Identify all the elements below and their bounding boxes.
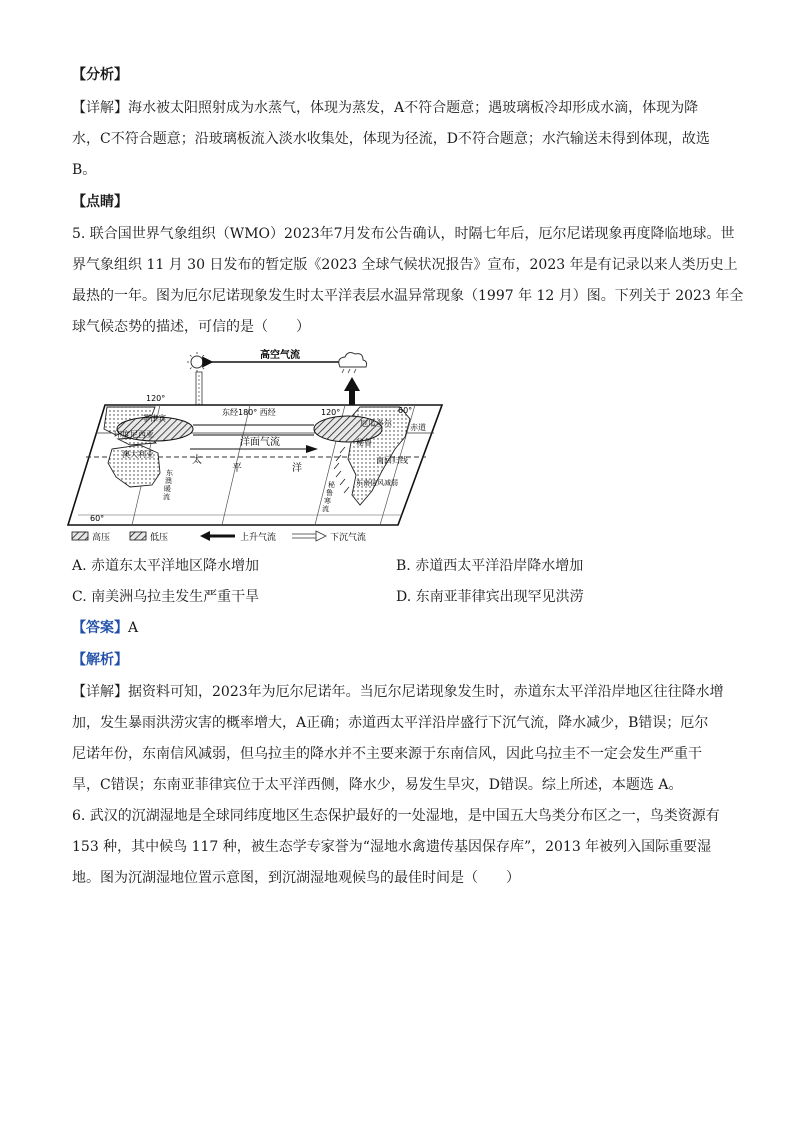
lon-120-left-label: 120° [146, 394, 166, 403]
q5-detail-line: 加，发生暴雨洪涝灾害的概率增大，A正确；赤道西太平洋沿岸盛行下沉气流，降水减少，B错误；厄尔 [72, 715, 709, 731]
answer-value: A [128, 620, 139, 636]
upper-air-label: 高空气流 [260, 350, 300, 361]
pacific-char: 平 [232, 463, 242, 474]
indonesia-label: 印度尼西亚 [114, 430, 154, 439]
q5-stem-line: 5. 联合国世界气象组织（WMO）2023年7月发布公告确认，时隔七年后，厄尔尼诺现象再度降临地球。世 [72, 226, 735, 242]
q5-detail-line: 旱，C错误；东南亚菲律宾位于太平洋西侧，降水少，易发生旱灾，D错误。综上所述，本题选 A。 [72, 777, 683, 793]
q6-stem-line: 6. 武汉的沉湖湿地是全球同纬度地区生态保护最好的一处湿地，是中国五大鸟类分布区之一，鸟类资源有 [72, 808, 720, 824]
west-current-char: 流 [163, 493, 170, 501]
analysis-heading: 【分析】 [72, 67, 128, 83]
meridian-label: 东经180° 西经 [222, 408, 276, 417]
q5-stem-line: 最热的一年。图为厄尔尼诺现象发生时太平洋表层水温异常现象（1997 年 12 月）图。下列关于 2023 年全 [72, 288, 744, 304]
q5-stem-line: 球气候态势的描述，可信的是（ ） [72, 319, 310, 335]
option-b[interactable]: B. 赤道西太平洋沿岸降水增加 [396, 558, 584, 574]
west-current-char: 暖 [164, 485, 171, 493]
se-trade-label: 东南信风减弱 [356, 479, 398, 487]
peru-label: 秘鲁 [356, 438, 372, 447]
sun-icon [191, 356, 203, 368]
pacific-char: 太 [192, 455, 202, 466]
ecuador-label: 厄瓜多尔 [360, 419, 392, 428]
philippines-label: 菲律宾 [142, 414, 166, 423]
q5-stem-line: 界气象组织 11 月 30 日发布的暂定版《2023 全球气候状况报告》宣布，2023 年是有记录以来人类历史上 [72, 257, 738, 273]
current-char: 鲁 [326, 489, 333, 497]
australia-label: 澳大利亚 [122, 450, 154, 459]
lon-120-right-label: 120° [321, 408, 341, 417]
legend-high: 高压 [92, 533, 111, 543]
rain-cloud-icon [339, 353, 367, 373]
prev-detail-line: 水，C不符合题意；沿玻璃板流入淡水收集处，体现为径流，D不符合题意；水汽输送未得到体现，故选 [72, 131, 710, 147]
option-c[interactable]: C. 南美洲乌拉圭发生严重干旱 [72, 589, 260, 605]
lon-60-label: 60° [398, 406, 413, 415]
prev-detail-line: B。 [72, 162, 97, 178]
q6-stem-line: 地。图为沉湖湿地位置示意图，到沉湖湿地观候鸟的最佳时间是（ ） [72, 870, 520, 886]
option-a[interactable]: A. 赤道东太平洋地区降水增加 [72, 558, 260, 574]
lat-60-label: 60° [90, 514, 105, 523]
comment-heading: 【点睛】 [72, 194, 128, 210]
legend-low: 低压 [150, 533, 169, 543]
equator-label: 赤道 [410, 423, 426, 432]
q5-detail-line: 尼诺年份，东南信风减弱，但乌拉圭的降水并不主要来源于东南信风，因此乌拉圭不一定会发生严重干 [72, 746, 702, 762]
q6-stem-line: 153 种，其中候鸟 117 种，被生态学专家誉为“湿地水禽遗传基因保存库”，2013 年被列入国际重要湿 [72, 839, 712, 855]
current-char: 寒 [324, 497, 331, 505]
west-current-char: 东 [166, 469, 173, 477]
surface-current-label: 洋面气流 [240, 437, 280, 448]
answer-line [72, 618, 138, 638]
option-d[interactable]: D. 东南亚菲律宾出现罕见洪涝 [396, 589, 584, 605]
legend-sinking: 下沉气流 [330, 533, 367, 543]
pacific-char: 洋 [292, 463, 302, 474]
tropic-label: 南回归线 [376, 456, 408, 465]
west-current-char: 澳 [165, 477, 172, 485]
analysis-heading: 【解析】 [72, 652, 128, 668]
current-char: 秘 [328, 481, 335, 489]
legend-rising: 上升气流 [240, 533, 277, 543]
current-char: 流 [322, 505, 329, 513]
prev-detail-line: 【详解】海水被太阳照射成为水蒸气，体现为蒸发，A不符合题意；遇玻璃板冷却形成水滴，体现为降 [72, 100, 699, 116]
q5-detail-line: 【详解】据资料可知，2023年为厄尔尼诺年。当厄尔尼诺现象发生时，赤道东太平洋沿岸地区往往降水增 [72, 684, 724, 700]
answer-heading: 【答案】 [72, 620, 128, 636]
el-nino-pacific-figure [60, 345, 460, 550]
figure-legend [72, 531, 366, 543]
